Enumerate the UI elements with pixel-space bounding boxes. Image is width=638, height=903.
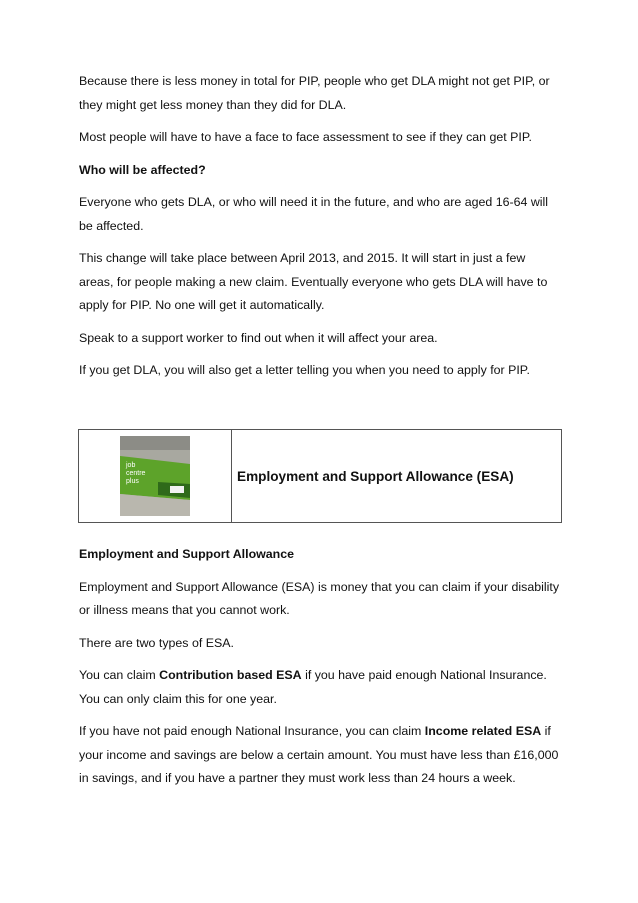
esa-banner-table <box>78 429 562 523</box>
paragraph-everyone: Everyone who gets DLA, or who will need it in the future, and who are aged 16-64 will be affected. <box>79 195 549 233</box>
banner-image-cell <box>79 430 232 522</box>
logo-text-job: job <box>126 462 136 469</box>
jobcentre-plus-photo <box>120 436 190 516</box>
paragraph-esa-definition: Employment and Support Allowance (ESA) is money that you can claim if your disability or illness means that you cannot work. <box>79 579 560 617</box>
banner-title: Employment and Support Allowance (ESA) <box>237 468 514 484</box>
heading-who-affected: Who will be affected? <box>79 162 206 177</box>
paragraph-assessment: Most people will have to have a face to face assessment to see if they can get PIP. <box>79 130 532 144</box>
paragraph-two-types: There are two types of ESA. <box>79 635 234 650</box>
term-contribution-esa: Contribution based ESA <box>159 668 302 682</box>
paragraph-pip-money: Because there is less money in total for PIP, people who get DLA might not get PIP, or they might get less money than they did for DLA. <box>79 74 550 112</box>
pip-section <box>79 70 563 392</box>
logo-text-plus: plus <box>126 478 139 485</box>
paragraph-letter: If you get DLA, you will also get a letter telling you when you need to apply for PIP. <box>79 363 530 377</box>
esa-section <box>79 543 563 800</box>
paragraph-support-worker: Speak to a support worker to find out when it will affect your area. <box>79 330 438 345</box>
heading-esa: Employment and Support Allowance <box>79 547 295 561</box>
paragraph-timeline: This change will take place between April 2013, and 2015. It will start in just a few areas, for people making a new claim. Eventually everyone who gets DLA will have to apply for PIP. No one will get it automatically. <box>79 251 548 312</box>
term-income-esa: Income related ESA <box>424 724 542 738</box>
paragraph-contribution-esa: You can claim Contribution based ESA if you have paid enough National Insurance. You can only claim this for one year. <box>79 668 547 706</box>
logo-text-centre: centre <box>126 470 146 477</box>
paragraph-income-esa: If you have not paid enough National Insurance, you can claim Income related ESA if your income and savings are below a certain amount. You must have less than £16,000 in savings, and if you have a partner they must work less than 24 hours a week. <box>79 724 559 785</box>
